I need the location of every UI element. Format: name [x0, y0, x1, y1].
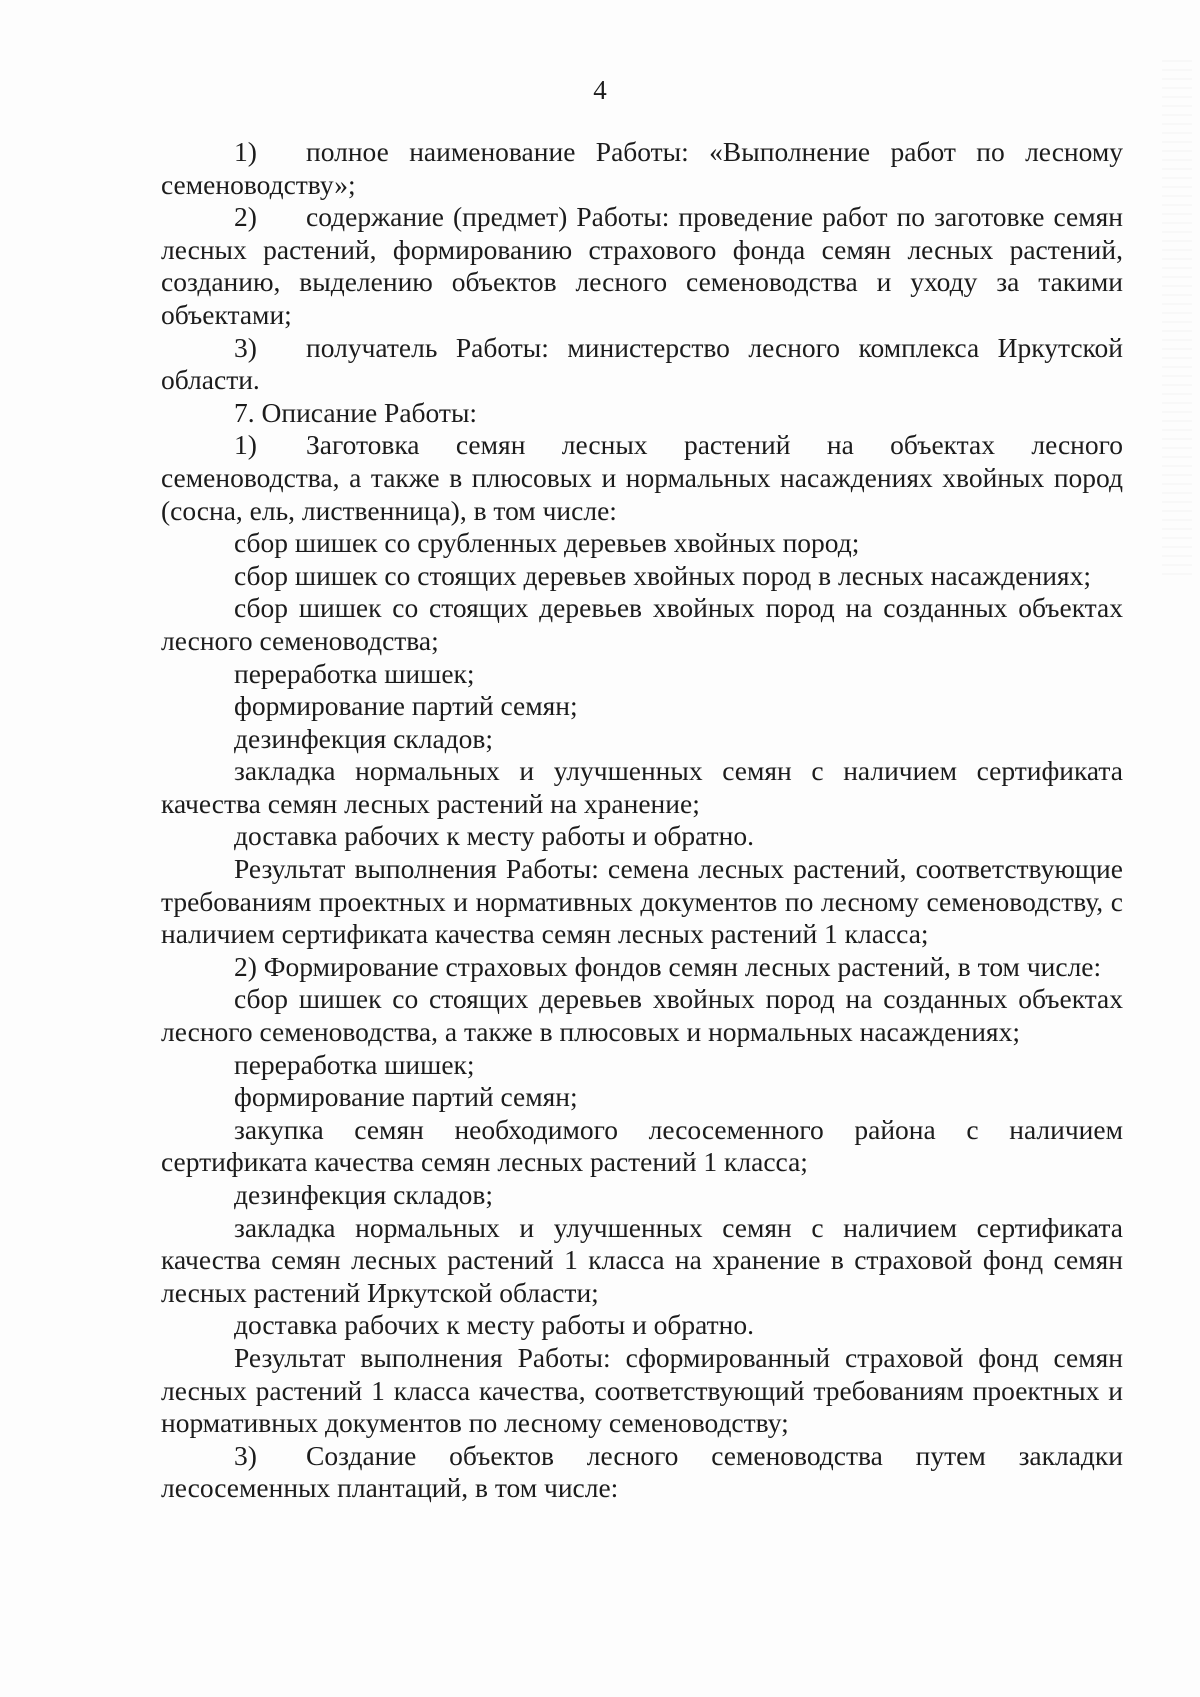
paragraph-list-line [161, 1309, 1123, 1342]
paragraph-text: доставка рабочих к месту работы и обратно. [234, 820, 755, 852]
paragraph-text: дезинфекция складов; [234, 722, 494, 754]
item-number: 3) [234, 1439, 257, 1471]
paragraph-list-line [161, 755, 1123, 820]
paragraph-text: закладка нормальных и улучшенных семян с наличием сертификата качества семян лесных растений на хранение; [161, 755, 1123, 819]
paragraph-1 [161, 136, 1123, 201]
paragraph-result [161, 853, 1123, 951]
paragraph-text: формирование партий семян; [234, 1081, 578, 1113]
paragraph-text: переработка шишек; [234, 1048, 475, 1080]
paragraph-list-line [161, 560, 1123, 593]
paragraph-text: закладка нормальных и улучшенных семян с наличием сертификата качества семян лесных растений 1 класса на хранение в страховой фонд семян лесных растений Иркутской области; [161, 1211, 1123, 1308]
paragraph-text: сбор шишек со стоящих деревьев хвойных пород в лесных насаждениях; [234, 559, 1091, 591]
page-number: 4 [593, 75, 607, 105]
paragraph-text: Заготовка семян лесных растений на объектах лесного семеноводства, а также в плюсовых и нормальных насаждениях хвойных пород (сосна, ель, лиственница), в том числе: [161, 429, 1123, 526]
item-number: 1) [234, 429, 257, 461]
document-body [161, 136, 1123, 1505]
paragraph-text: сбор шишек со стоящих деревьев хвойных пород на созданных объектах лесного семеноводства, а также в плюсовых и нормальных насаждениях; [161, 983, 1123, 1048]
paragraph-list-line [161, 690, 1123, 723]
item-number: 3) [234, 331, 257, 363]
paragraph-text: переработка шишек; [234, 657, 475, 689]
paragraph-list-line [161, 658, 1123, 691]
paragraph-item-1 [161, 429, 1123, 527]
paragraph-text: Результат выполнения Работы: сформированный страховой фонд семян лесных растений 1 класса качества, соответствующий требованиям проектных и нормативных документов по лесному семеноводству; [161, 1341, 1123, 1439]
paragraph-list-line [161, 1049, 1123, 1082]
paragraph-3 [161, 332, 1123, 397]
paragraph-list-line [161, 1179, 1123, 1212]
paragraph-2 [161, 201, 1123, 331]
section-heading [161, 397, 1123, 430]
paragraph-text: формирование партий семян; [234, 690, 578, 722]
paragraph-text: Результат выполнения Работы: семена лесных растений, соответствующие требованиям проектных и нормативных документов по лесному семеноводству, с наличием сертификата качества семян лесных растений 1 класса; [161, 853, 1123, 950]
paragraph-list-line [161, 1114, 1123, 1179]
paragraph-list-line [161, 1081, 1123, 1114]
paragraph-text: закупка семян необходимого лесосеменного района с наличием сертификата качества семян лесных растений 1 класса; [161, 1113, 1123, 1178]
paragraph-result [161, 1342, 1123, 1440]
item-number: 1) [234, 136, 257, 167]
paragraph-list-line [161, 723, 1123, 756]
paragraph-item-2 [161, 951, 1123, 984]
paragraph-text: сбор шишек со стоящих деревьев хвойных пород на созданных объектах лесного семеноводства; [161, 592, 1123, 656]
paragraph-text: полное наименование Работы: «Выполнение работ по лесному семеноводству»; [161, 136, 1123, 200]
paragraph-text: содержание (предмет) Работы: проведение работ по заготовке семян лесных растений, формированию страхового фонда семян лесных растений, созданию, выделению объектов лесного семеноводства и уходу за такими объектами; [161, 201, 1123, 330]
paragraph-list-line [161, 1212, 1123, 1310]
paragraph-item-3 [161, 1440, 1123, 1505]
paragraph-list-line [161, 527, 1123, 560]
paragraph-text: доставка рабочих к месту работы и обратно. [234, 1309, 755, 1341]
paragraph-list-line [161, 592, 1123, 657]
paragraph-text: 7. Описание Работы: [234, 396, 478, 428]
paragraph-text: Создание объектов лесного семеноводства путем закладки лесосеменных плантаций, в том числе: [161, 1439, 1123, 1504]
paragraph-list-line [161, 820, 1123, 853]
scan-noise [1162, 60, 1192, 580]
paragraph-text: сбор шишек со срубленных деревьев хвойных пород; [234, 527, 860, 559]
paragraph-list-line [161, 983, 1123, 1048]
paragraph-text: получатель Работы: министерство лесного комплекса Иркутской области. [161, 331, 1123, 396]
paragraph-text: дезинфекция складов; [234, 1179, 494, 1210]
item-number: 2) [234, 201, 257, 233]
paragraph-text: 2) Формирование страховых фондов семян лесных растений, в том числе: [234, 950, 1102, 982]
